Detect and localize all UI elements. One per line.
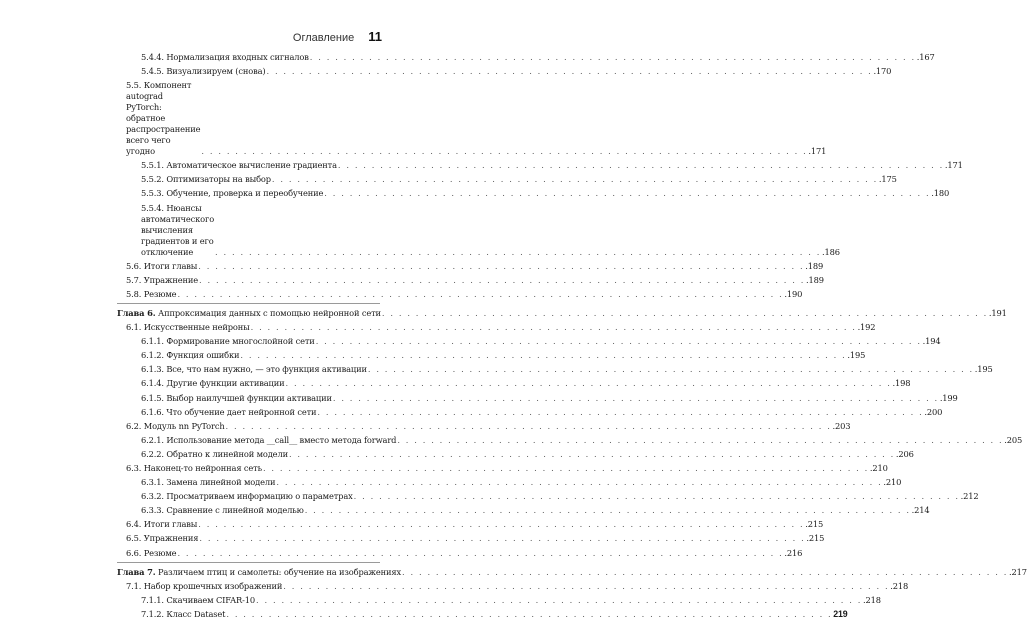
toc-entry-label: 5.5.3. Обучение, проверка и переобучение (141, 188, 324, 199)
toc-page-number: .210 (883, 477, 902, 488)
dot-leader: . . . . . . . . . . . . . . . . . . . . . . . . . . . . . . . . . . . . . . . . . . . . . . . . . . . . . . . . . . . . . . . . . . . . . . . . (324, 188, 931, 199)
toc-page-number: .198 (892, 378, 911, 389)
toc-entry-label: 6.3.3. Сравнение с линейной моделью (141, 505, 304, 516)
toc-page-number: .167 (916, 52, 935, 62)
toc-page-number: .175 (878, 174, 897, 185)
dot-leader: . . . . . . . . . . . . . . . . . . . . . . . . . . . . . . . . . . . . . . . . . . . . . . . . . . . . . . . . . . . . . . . . . . . . . . . . (256, 594, 862, 605)
toc-entry[interactable] (117, 66, 892, 77)
toc-entry-label: 6.1.6. Что обучение дает нейронной сети (141, 406, 317, 417)
chapter-divider (117, 303, 380, 304)
toc-entry-label: 7.1. Набор крошечных изображений (126, 580, 283, 591)
toc-entry[interactable] (117, 533, 825, 544)
toc-entry-label: 5.4.5. Визуализируем (снова) (141, 66, 266, 77)
dot-leader: . . . . . . . . . . . . . . . . . . . . . . . . . . . . . . . . . . . . . . . . . . . . . . . . . . . . . . . . . . . . . . . . . . . . . . . . (285, 378, 892, 389)
toc-entry-label: 5.5.4. Нюансы автоматического вычисления градиентов и его отключение (141, 202, 215, 257)
toc-entry[interactable] (117, 274, 824, 286)
toc-entry[interactable] (117, 491, 979, 502)
table-of-contents (117, 52, 1027, 623)
toc-page-number: .216 (784, 547, 803, 558)
toc-page-number: .186 (822, 246, 840, 257)
dot-leader: . . . . . . . . . . . . . . . . . . . . . . . . . . . . . . . . . . . . . . . . . . . . . . . . . . . . . . . . . . . . . . . . . . . . . . . . (288, 448, 895, 459)
toc-page-number: .195 (847, 350, 866, 361)
dot-leader: . . . . . . . . . . . . . . . . . . . . . . . . . . . . . . . . . . . . . . . . . . . . . . . . . . . . . . . . . . . . . . . . . . . . . . . . (177, 288, 784, 299)
toc-entry[interactable] (117, 336, 941, 347)
toc-entry-label: 5.5.1. Автоматическое вычисление градиента (141, 160, 337, 171)
toc-entry-label (117, 567, 401, 578)
toc-entry-label: 6.1. Искусственные нейроны (126, 322, 250, 333)
dot-leader: . . . . . . . . . . . . . . . . . . . . . . . . . . . . . . . . . . . . . . . . . . . . . . . . . . . . . . . . . . . . . . . . . . . . . . . . (315, 336, 922, 347)
dot-leader: . . . . . . . . . . . . . . . . . . . . . . . . . . . . . . . . . . . . . . . . . . . . . . . . . . . . . . . . . . . . . . . . . . . . . . . . (337, 160, 944, 171)
toc-page-number: .195 (974, 364, 993, 375)
toc-entry[interactable] (117, 448, 914, 460)
dot-leader: . . . . . . . . . . . . . . . . . . . . . . . . . . . . . . . . . . . . . . . . . . . . . . . . . . . . . . . . . . . . . . . . . . . . . . . . (226, 608, 833, 619)
chapter-title: Различаем птиц и самолеты: обучение на изображениях (155, 566, 402, 577)
toc-page-number: .203 (832, 420, 851, 431)
dot-leader: . . . . . . . . . . . . . . . . . . . . . . . . . . . . . . . . . . . . . . . . . . . . . . . . . . . . . . . . . . . . . . . . . . . . . . . . (177, 547, 784, 558)
toc-entry[interactable] (117, 580, 909, 592)
toc-page-number: .200 (924, 406, 943, 417)
toc-entry[interactable] (117, 160, 963, 171)
toc-page-number: .218 (890, 580, 909, 591)
chapter-number: Глава 7. (117, 566, 156, 577)
dot-leader: . . . . . . . . . . . . . . . . . . . . . . . . . . . . . . . . . . . . . . . . . . . . . . . . . . . . . . . . . . . . . . . . . . . . . . . . (215, 246, 821, 257)
toc-page-number: .170 (873, 66, 892, 77)
toc-entry[interactable] (117, 350, 866, 361)
toc-entry-label: 5.8. Резюме (126, 288, 177, 299)
toc-entry-label: 6.1.3. Все, что нам нужно, — это функция активации (141, 364, 367, 375)
toc-entry-label: 7.1.2. Класс Dataset (141, 608, 226, 619)
dot-leader: . . . . . . . . . . . . . . . . . . . . . . . . . . . . . . . . . . . . . . . . . . . . . . . . . . . . . . . . . . . . . . . . . . . . . . . . (198, 519, 805, 530)
toc-entry-label: 5.5.2. Оптимизаторы на выбор (141, 174, 271, 185)
toc-page-number: 219 (833, 608, 848, 619)
toc-entry[interactable] (117, 322, 876, 333)
toc-page-number: .180 (931, 188, 950, 199)
dot-leader: . . . . . . . . . . . . . . . . . . . . . . . . . . . . . . . . . . . . . . . . . . . . . . . . . . . . . . . . . . . . . . . . . . . . . . . . (240, 350, 847, 361)
toc-entry[interactable] (117, 202, 840, 258)
toc-entry[interactable] (117, 80, 827, 157)
toc-entry-label: 6.2.2. Обратно к линейной модели (141, 448, 288, 459)
toc-entry[interactable] (117, 519, 824, 530)
dot-leader: . . . . . . . . . . . . . . . . . . . . . . . . . . . . . . . . . . . . . . . . . . . . . . . . . . . . . . . . . . . . . . . . . . . . . . . . (367, 364, 974, 375)
dot-leader: . . . . . . . . . . . . . . . . . . . . . . . . . . . . . . . . . . . . . . . . . . . . . . . . . . . . . . . . . . . . . . . . . . . . . . . . (332, 392, 939, 403)
toc-chapter-entry[interactable] (117, 566, 1027, 578)
dot-leader: . . . . . . . . . . . . . . . . . . . . . . . . . . . . . . . . . . . . . . . . . . . . . . . . . . . . . . . . . . . . . . . . . . . . . . . . (317, 406, 924, 417)
dot-leader: . . . . . . . . . . . . . . . . . . . . . . . . . . . . . . . . . . . . . . . . . . . . . . . . . . . . . . . . . . . . . . . . . . . . . . . . (201, 146, 808, 157)
toc-entry-label: 6.3.1. Замена линейной модели (141, 477, 276, 488)
toc-entry-label: 6.3. Наконец-то нейронная сеть (126, 462, 262, 473)
toc-page-number: .215 (806, 533, 825, 544)
dot-leader: . . . . . . . . . . . . . . . . . . . . . . . . . . . . . . . . . . . . . . . . . . . . . . . . . . . . . . . . . . . . . . . . . . . . . . . . (283, 580, 890, 591)
dot-leader: . . . . . . . . . . . . . . . . . . . . . . . . . . . . . . . . . . . . . . . . . . . . . . . . . . . . . . . . . . . . . . . . . . . . . . . . (266, 66, 873, 77)
dot-leader: . . . . . . . . . . . . . . . . . . . . . . . . . . . . . . . . . . . . . . . . . . . . . . . . . . . . . . . . . . . . . . . . . . . . . . . . (353, 491, 960, 502)
toc-entry-label: 6.6. Резюме (126, 547, 177, 558)
toc-page-number: .217 (1008, 566, 1027, 577)
toc-entry[interactable] (117, 378, 911, 389)
dot-leader: . . . . . . . . . . . . . . . . . . . . . . . . . . . . . . . . . . . . . . . . . . . . . . . . . . . . . . . . . . . . . . . . . . . . . . . . (304, 505, 911, 516)
toc-entry-label: 7.1.1. Скачиваем CIFAR-10 (141, 594, 256, 605)
dot-leader: . . . . . . . . . . . . . . . . . . . . . . . . . . . . . . . . . . . . . . . . . . . . . . . . . . . . . . . . . . . . . . . . . . . . . . . . (271, 174, 878, 185)
toc-entry[interactable] (117, 260, 824, 272)
toc-entry-label (117, 308, 381, 319)
toc-entry-label: 5.6. Итоги главы (126, 260, 198, 271)
dot-leader: . . . . . . . . . . . . . . . . . . . . . . . . . . . . . . . . . . . . . . . . . . . . . . . . . . . . . . . . . . . . . . . . . . . . . . . . (199, 533, 806, 544)
toc-entry[interactable] (117, 594, 881, 606)
dot-leader: . . . . . . . . . . . . . . . . . . . . . . . . . . . . . . . . . . . . . . . . . . . . . . . . . . . . . . . . . . . . . . . . . . . . . . . . (250, 322, 857, 333)
toc-entry-label: 6.2. Модуль nn PyTorch (126, 420, 225, 431)
toc-entry-label: 6.2.1. Использование метода __call__ вместо метода forward (141, 434, 397, 445)
toc-page-number: .192 (857, 322, 876, 333)
toc-entry[interactable] (117, 505, 930, 516)
dot-leader: . . . . . . . . . . . . . . . . . . . . . . . . . . . . . . . . . . . . . . . . . . . . . . . . . . . . . . . . . . . . . . . . . . . . . . . . (262, 462, 869, 473)
toc-page-number: .194 (922, 336, 941, 347)
dot-leader: . . . . . . . . . . . . . . . . . . . . . . . . . . . . . . . . . . . . . . . . . . . . . . . . . . . . . . . . . . . . . . . . . . . . . . . . (276, 477, 883, 488)
toc-entry-label: 6.1.4. Другие функции активации (141, 378, 285, 389)
toc-entry[interactable] (117, 392, 958, 404)
page-number: 11 (368, 29, 382, 44)
toc-page-number: .214 (911, 505, 930, 516)
dot-leader: . . . . . . . . . . . . . . . . . . . . . . . . . . . . . . . . . . . . . . . . . . . . . . . . . . . . . . . . . . . . . . . . . . . . . . . . (199, 274, 805, 285)
toc-page-number: .190 (784, 288, 803, 299)
toc-entry[interactable] (117, 52, 935, 63)
toc-page-number: .191 (988, 307, 1007, 318)
toc-entry[interactable] (117, 477, 902, 488)
chapter-title: Аппроксимация данных с помощью нейронной сети (155, 307, 381, 318)
toc-chapter-entry[interactable] (117, 307, 1007, 319)
toc-entry-label: 6.1.1. Формирование многослойной сети (141, 336, 315, 347)
toc-page-number: .199 (939, 392, 958, 403)
toc-entry[interactable] (117, 174, 897, 185)
toc-page-number: .189 (805, 260, 824, 271)
toc-page-number: .210 (869, 462, 888, 473)
toc-entry-label: 5.4.4. Нормализация входных сигналов (141, 52, 309, 62)
toc-page-number: .205 (1004, 434, 1023, 445)
toc-page-number: .215 (805, 519, 824, 530)
toc-page-number: .218 (862, 594, 881, 605)
toc-page-number: .212 (960, 491, 979, 502)
toc-page-number: .171 (808, 146, 827, 157)
toc-entry-label: 6.4. Итоги главы (126, 519, 198, 530)
toc-entry[interactable] (117, 364, 993, 375)
dot-leader: . . . . . . . . . . . . . . . . . . . . . . . . . . . . . . . . . . . . . . . . . . . . . . . . . . . . . . . . . . . . . . . . . . . . . . . . (198, 260, 805, 271)
dot-leader: . . . . . . . . . . . . . . . . . . . . . . . . . . . . . . . . . . . . . . . . . . . . . . . . . . . . . . . . . . . . . . . . . . . . . . . . (309, 52, 916, 62)
dot-leader: . . . . . . . . . . . . . . . . . . . . . . . . . . . . . . . . . . . . . . . . . . . . . . . . . . . . . . . . . . . . . . . . . . . . . . . . (402, 566, 1008, 577)
dot-leader: . . . . . . . . . . . . . . . . . . . . . . . . . . . . . . . . . . . . . . . . . . . . . . . . . . . . . . . . . . . . . . . . . . . . . . . . (381, 307, 988, 318)
toc-entry[interactable] (117, 434, 1023, 446)
toc-entry[interactable] (117, 547, 803, 559)
toc-entry[interactable] (117, 288, 803, 300)
toc-entry-label: 6.5. Упражнения (126, 533, 199, 544)
chapter-divider (117, 562, 380, 563)
toc-entry-label: 5.5. Компонент autograd PyTorch: обратное распространение всего чего угодно (126, 80, 201, 157)
toc-entry[interactable] (117, 462, 888, 474)
toc-entry-label: 6.1.5. Выбор наилучшей функции активации (141, 392, 332, 403)
dot-leader: . . . . . . . . . . . . . . . . . . . . . . . . . . . . . . . . . . . . . . . . . . . . . . . . . . . . . . . . . . . . . . . . . . . . . . . . (397, 434, 1004, 445)
toc-page-number: .189 (806, 274, 824, 285)
section-title: Оглавление (292, 32, 355, 44)
toc-entry[interactable] (117, 420, 851, 432)
running-header (293, 29, 382, 44)
toc-page-number: .171 (944, 160, 963, 171)
dot-leader: . . . . . . . . . . . . . . . . . . . . . . . . . . . . . . . . . . . . . . . . . . . . . . . . . . . . . . . . . . . . . . . . . . . . . . . . (225, 420, 832, 431)
toc-entry-label: 6.1.2. Функция ошибки (141, 350, 240, 361)
toc-entry[interactable] (117, 406, 943, 418)
toc-entry[interactable] (117, 188, 950, 199)
toc-entry-label: 6.3.2. Просматриваем информацию о параметрах (141, 491, 353, 502)
toc-entry-label: 5.7. Упражнение (126, 274, 199, 285)
chapter-number: Глава 6. (117, 307, 156, 318)
toc-page-number: .206 (895, 448, 914, 459)
toc-entry[interactable] (117, 608, 848, 620)
